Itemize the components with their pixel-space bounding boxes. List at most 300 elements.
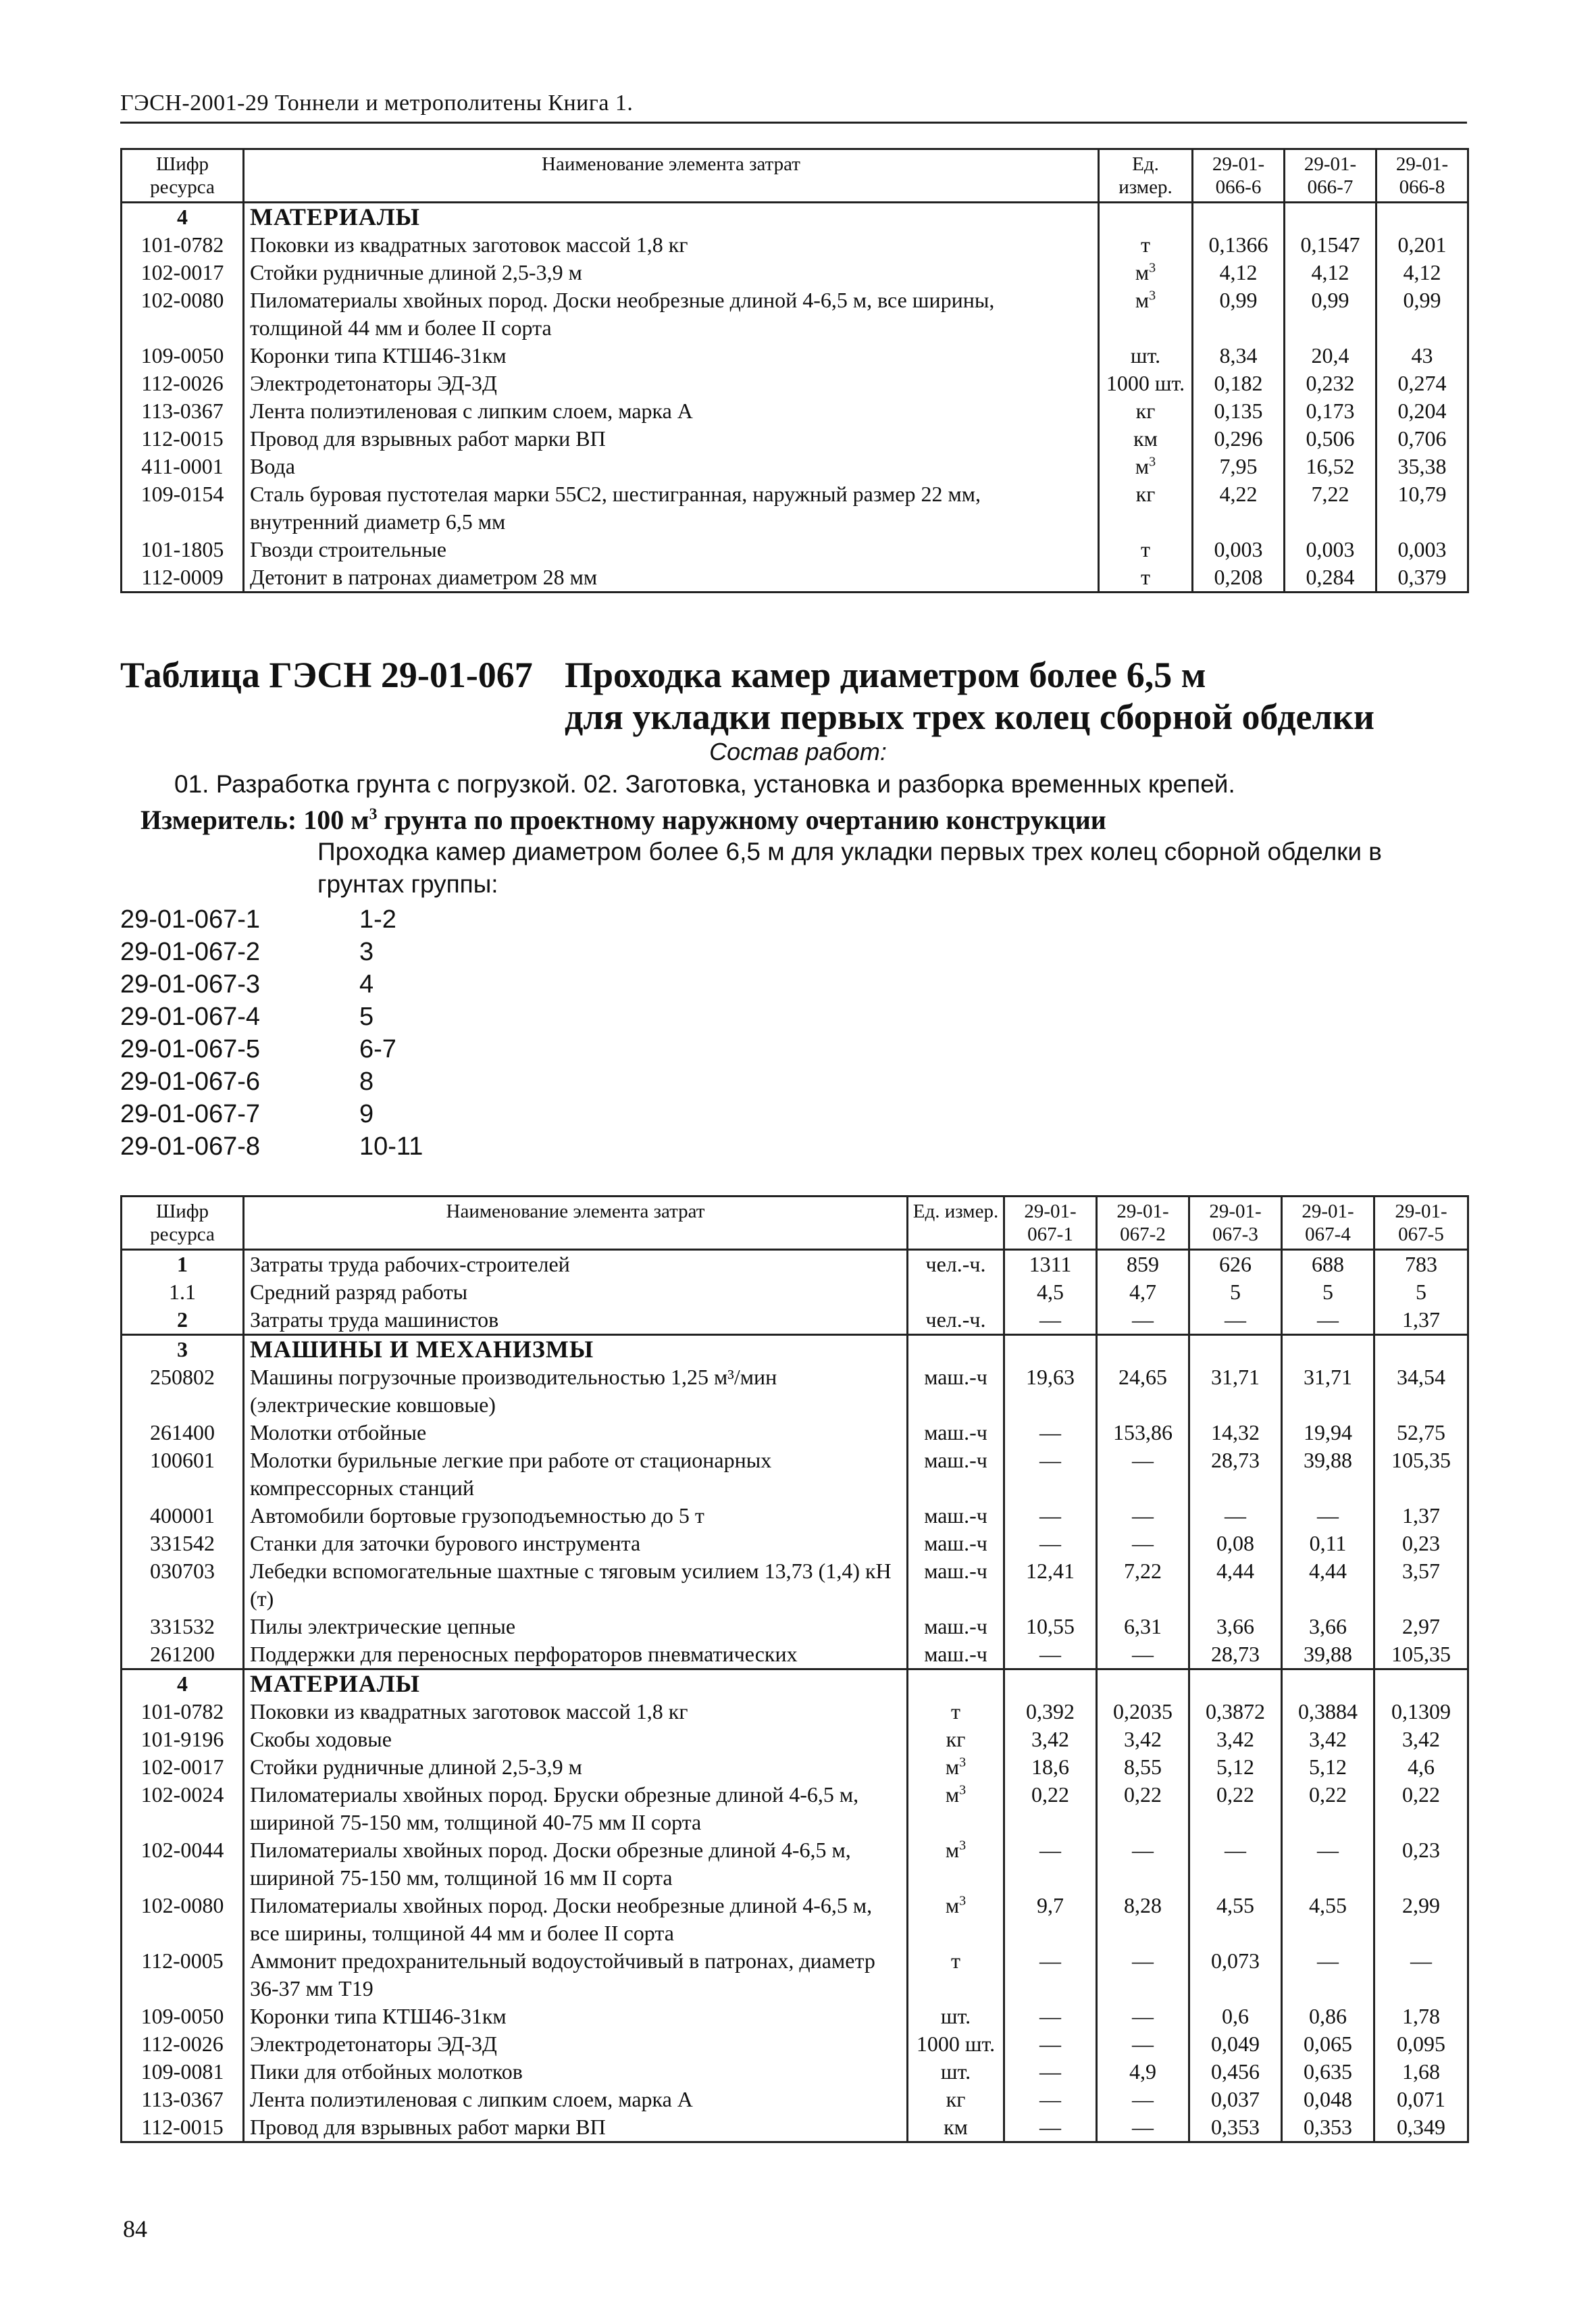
unit-text: шт. (940, 2004, 971, 2028)
norm-value: 626 (1189, 1250, 1282, 1279)
resource-code: 331532 (122, 1613, 244, 1640)
norm-value: 1,78 (1374, 2003, 1468, 2030)
norm-value: 0,003 (1193, 536, 1285, 563)
norm-value: — (1004, 2058, 1097, 2086)
resource-code: 102-0017 (122, 259, 244, 286)
norm-value: 0,22 (1097, 1781, 1189, 1836)
table-row (122, 2086, 1468, 2113)
norm-value: 0,071 (1374, 2086, 1468, 2113)
unit-cell (908, 1447, 1004, 1502)
col-header-norm: 29-01-066-8 (1376, 149, 1468, 203)
unit-cell (908, 1781, 1004, 1836)
resource-name: Коронки типа КТШ46-31км (244, 342, 1099, 370)
norm-value: 0,506 (1285, 425, 1376, 453)
norm-value: — (1189, 1502, 1282, 1530)
resource-code: 112-0026 (122, 370, 244, 397)
norm-value: — (1097, 1306, 1189, 1335)
unit-text: т (951, 1699, 960, 1724)
variant-code: 29-01-067-4 (120, 1003, 261, 1031)
measurement-unit: Измеритель: 100 $м^3$ грунта по проектному наружному очертанию конструкции (140, 805, 1106, 835)
table-title-line-1: Проходка камер диаметром более 6,5 м (565, 655, 1206, 695)
unit-cell (1099, 397, 1193, 425)
unit-text: м (1135, 288, 1150, 312)
unit-cell (908, 2058, 1004, 2086)
resource-name: Пилы электрические цепные (244, 1613, 908, 1640)
norm-value: 0,99 (1285, 286, 1376, 342)
norm-value: 3,42 (1097, 1726, 1189, 1753)
resource-name: Пиломатериалы хвойных пород. Бруски обрезные длиной 4-6,5 м, шириной 75-150 мм, толщиной 40-75 мм II сорта (244, 1781, 908, 1836)
table-row (122, 1250, 1468, 1279)
unit-text: чел.-ч. (925, 1307, 986, 1332)
resource-code: 102-0080 (122, 286, 244, 342)
resource-code: 112-0009 (122, 563, 244, 593)
variant-code: 29-01-067-3 (120, 970, 261, 999)
table-row (122, 1530, 1468, 1557)
unit-text: кг (1135, 399, 1156, 423)
norm-value: 0,1366 (1193, 231, 1285, 259)
norm-value: 1311 (1004, 1250, 1097, 1279)
norm-value: 5 (1189, 1278, 1282, 1306)
table-row (122, 370, 1468, 397)
norm-value: 1,37 (1374, 1306, 1468, 1335)
unit-cell (1099, 453, 1193, 480)
norm-value: 4,55 (1189, 1892, 1282, 1947)
norm-value: — (1004, 1419, 1097, 1447)
resource-code: 109-0050 (122, 2003, 244, 2030)
norm-value: 0,456 (1189, 2058, 1282, 2086)
resource-code: 400001 (122, 1502, 244, 1530)
norm-value: 7,22 (1097, 1557, 1189, 1613)
works-heading: Состав работ: (709, 738, 887, 765)
unit-cell (908, 1363, 1004, 1419)
norm-value: — (1097, 1530, 1189, 1557)
unit-text: т (1141, 565, 1150, 589)
norm-value: 0,073 (1189, 1947, 1282, 2003)
unit-cell (1099, 480, 1193, 536)
norm-value: 2,97 (1374, 1613, 1468, 1640)
norm-value: — (1097, 2086, 1189, 2113)
resource-name: Затраты труда машинистов (244, 1306, 908, 1335)
norm-value: 0,037 (1189, 2086, 1282, 2113)
resource-name: Стойки рудничные длиной 2,5-3,9 м (244, 1753, 908, 1781)
unit-cell (908, 1892, 1004, 1947)
norm-value: 3,57 (1374, 1557, 1468, 1613)
norm-value: 19,94 (1282, 1419, 1374, 1447)
norm-value: 4,44 (1282, 1557, 1374, 1613)
norm-value: — (1097, 2030, 1189, 2058)
norm-value: 4,55 (1282, 1892, 1374, 1947)
table-row (122, 1613, 1468, 1640)
norm-value: 0,635 (1282, 2058, 1374, 2086)
variant-group: 3 (359, 938, 374, 966)
table-row (122, 2058, 1468, 2086)
norm-value: — (1004, 1447, 1097, 1502)
norm-value: 0,86 (1282, 2003, 1374, 2030)
norm-value: 153,86 (1097, 1419, 1189, 1447)
norm-value: 0,003 (1285, 536, 1376, 563)
table-number: Таблица ГЭСН 29-01-067 (120, 655, 533, 695)
norm-value: — (1097, 2003, 1189, 2030)
norm-value: — (1374, 1947, 1468, 2003)
unit-superscript: 3 (959, 1755, 967, 1770)
resource-name: Коронки типа КТШ46-31км (244, 2003, 908, 2030)
unit-cell (908, 2113, 1004, 2142)
variant-code: 29-01-067-2 (120, 938, 261, 966)
norm-value: — (1004, 1947, 1097, 2003)
col-header-norm: 29-01-067-5 (1374, 1197, 1468, 1250)
resource-name: Скобы ходовые (244, 1726, 908, 1753)
norm-value: 4,12 (1285, 259, 1376, 286)
col-header-unit: Ед. измер. (1099, 149, 1193, 203)
unit-text: м (1135, 454, 1150, 478)
norm-value: 0,048 (1282, 2086, 1374, 2113)
unit-cell (908, 1335, 1004, 1364)
norm-value: 0,23 (1374, 1530, 1468, 1557)
table-row (122, 1753, 1468, 1781)
unit-cell (908, 1947, 1004, 2003)
resource-code: 101-0782 (122, 231, 244, 259)
norm-value: 7,22 (1285, 480, 1376, 536)
norm-value: 0,22 (1374, 1781, 1468, 1836)
norm-value: 0,349 (1374, 2113, 1468, 2142)
norm-value: 0,173 (1285, 397, 1376, 425)
norm-value: 0,065 (1282, 2030, 1374, 2058)
col-header-name: Наименование элемента затрат (244, 1197, 908, 1250)
norm-value: 0,706 (1376, 425, 1468, 453)
norm-value: 24,65 (1097, 1363, 1189, 1419)
variant-code: 29-01-067-1 (120, 905, 261, 934)
norm-value: 4,7 (1097, 1278, 1189, 1306)
norm-value: 39,88 (1282, 1447, 1374, 1502)
resource-code: 030703 (122, 1557, 244, 1613)
norm-value: 4,44 (1189, 1557, 1282, 1613)
unit-cell (1099, 259, 1193, 286)
unit-text: маш.-ч (924, 1559, 987, 1583)
norm-value (1189, 1335, 1282, 1364)
col-header-norm: 29-01-067-1 (1004, 1197, 1097, 1250)
norm-value: 105,35 (1374, 1447, 1468, 1502)
norm-value: — (1004, 1836, 1097, 1892)
norm-value: 0,003 (1376, 536, 1468, 563)
unit-text: 1000 шт. (916, 2032, 996, 2056)
norm-value: 4,12 (1376, 259, 1468, 286)
resource-code: 102-0024 (122, 1781, 244, 1836)
variant-group: 9 (359, 1100, 374, 1128)
resource-name: Молотки бурильные легкие при работе от стационарных компрессорных станций (244, 1447, 908, 1502)
section-row (122, 1669, 1468, 1699)
col-header-norm: 29-01-067-2 (1097, 1197, 1189, 1250)
intro-text: Проходка камер диаметром более 6,5 м для укладки первых трех колец сборной обделки в грунтах группы: (317, 838, 1382, 898)
norm-value: 0,22 (1004, 1781, 1097, 1836)
unit-superscript: 3 (959, 1782, 967, 1798)
norm-value: 5 (1374, 1278, 1468, 1306)
norm-value: 0,3884 (1282, 1698, 1374, 1726)
norm-value: — (1004, 1530, 1097, 1557)
col-header-code: Шифр ресурса (122, 149, 244, 203)
norm-value: 28,73 (1189, 1447, 1282, 1502)
table-row (122, 1363, 1468, 1419)
section-title: МАТЕРИАЛЫ (244, 203, 1099, 232)
unit-text: чел.-ч. (925, 1252, 986, 1276)
norm-value: 9,7 (1004, 1892, 1097, 1947)
resource-name: Стойки рудничные длиной 2,5-3,9 м (244, 259, 1099, 286)
norm-value: 105,35 (1374, 1640, 1468, 1669)
norm-value: 0,6 (1189, 2003, 1282, 2030)
resource-code: 102-0044 (122, 1836, 244, 1892)
norm-value: 0,22 (1282, 1781, 1374, 1836)
resource-name: Молотки отбойные (244, 1419, 908, 1447)
unit-text: км (944, 2115, 968, 2139)
norm-value: 5,12 (1282, 1753, 1374, 1781)
norm-value: 4,9 (1097, 2058, 1189, 2086)
norm-value: — (1282, 1836, 1374, 1892)
table-row (122, 1698, 1468, 1726)
table-title-line-2: для укладки первых трех колец сборной обделки (565, 697, 1375, 737)
resource-name: Сталь буровая пустотелая марки 55С2, шестигранная, наружный размер 22 мм, внутренний диаметр 6,5 мм (244, 480, 1099, 536)
norm-value: 52,75 (1374, 1419, 1468, 1447)
norm-value: — (1097, 1836, 1189, 1892)
unit-text: км (1133, 426, 1158, 451)
resource-name: Поковки из квадратных заготовок массой 1,8 кг (244, 1698, 908, 1726)
section-row (122, 1335, 1468, 1364)
norm-value (1374, 1335, 1468, 1364)
unit-text: маш.-ч (924, 1614, 987, 1638)
table-row (122, 1640, 1468, 1669)
col-header-norm: 29-01-066-7 (1285, 149, 1376, 203)
norm-value: — (1004, 1640, 1097, 1669)
norm-value: 10,79 (1376, 480, 1468, 536)
norm-value: 0,296 (1193, 425, 1285, 453)
norm-value: 859 (1097, 1250, 1189, 1279)
table-row (122, 231, 1468, 259)
norm-value: — (1004, 2030, 1097, 2058)
norm-value (1189, 1669, 1282, 1699)
col-header-norm: 29-01-067-3 (1189, 1197, 1282, 1250)
resource-name: Аммонит предохранительный водоустойчивый в патронах, диаметр 36-37 мм Т19 (244, 1947, 908, 2003)
col-header-norm: 29-01-067-4 (1282, 1197, 1374, 1250)
resource-name: Электродетонаторы ЭД-3Д (244, 2030, 908, 2058)
resource-code: 109-0050 (122, 342, 244, 370)
norm-value: 39,88 (1282, 1640, 1374, 1669)
norm-value: 0,379 (1376, 563, 1468, 593)
unit-text: кг (946, 1727, 966, 1751)
norm-value: 20,4 (1285, 342, 1376, 370)
norm-value: 18,6 (1004, 1753, 1097, 1781)
norm-value: 0,353 (1282, 2113, 1374, 2142)
table-row (122, 1419, 1468, 1447)
resource-code: 411-0001 (122, 453, 244, 480)
norm-value: — (1097, 1447, 1189, 1502)
norm-value: 0,095 (1374, 2030, 1468, 2058)
resource-name: Лебедки вспомогательные шахтные с тяговым усилием 13,73 (1,4) кН (т) (244, 1557, 908, 1613)
page-number: 84 (123, 2215, 147, 2242)
norm-value: 4,22 (1193, 480, 1285, 536)
norm-value: 0,049 (1189, 2030, 1282, 2058)
unit-superscript: 3 (959, 1893, 967, 1909)
resource-name: Поддержки для переносных перфораторов пневматических (244, 1640, 908, 1669)
unit-cell (908, 1250, 1004, 1279)
norm-value: 0,99 (1193, 286, 1285, 342)
resource-code: 250802 (122, 1363, 244, 1419)
unit-text: кг (1135, 482, 1156, 506)
works-text: 01. Разработка грунта с погрузкой. 02. Заготовка, установка и разборка временных крепей. (174, 770, 1235, 798)
table-row (122, 1447, 1468, 1502)
section-title: МАТЕРИАЛЫ (244, 1669, 908, 1699)
unit-text: т (1141, 537, 1150, 561)
norm-value: 0,392 (1004, 1698, 1097, 1726)
norm-value: 3,42 (1189, 1726, 1282, 1753)
variant-code: 29-01-067-5 (120, 1035, 261, 1063)
resource-code: 112-0015 (122, 425, 244, 453)
table-row (122, 480, 1468, 536)
unit-cell (908, 1726, 1004, 1753)
norm-value: — (1004, 1502, 1097, 1530)
norm-value: 0,182 (1193, 370, 1285, 397)
resource-code: 261400 (122, 1419, 244, 1447)
unit-text: м (945, 1782, 960, 1807)
variant-group: 10-11 (359, 1132, 423, 1161)
norm-value: 1,37 (1374, 1502, 1468, 1530)
norm-value: 3,42 (1004, 1726, 1097, 1753)
resource-name: Вода (244, 453, 1099, 480)
table-row (122, 2113, 1468, 2142)
norm-value: 10,55 (1004, 1613, 1097, 1640)
unit-text: маш.-ч (924, 1448, 987, 1472)
norm-value: 3,42 (1374, 1726, 1468, 1753)
variant-group: 4 (359, 970, 374, 999)
norm-value: 0,284 (1285, 563, 1376, 593)
running-header: ГЭСН-2001-29 Тоннели и метрополитены Книга 1. (120, 91, 1467, 124)
resource-name: Электродетонаторы ЭД-3Д (244, 370, 1099, 397)
norm-value: 0,22 (1189, 1781, 1282, 1836)
resource-code: 1.1 (122, 1278, 244, 1306)
resource-code: 101-9196 (122, 1726, 244, 1753)
col-header-name: Наименование элемента затрат (244, 149, 1099, 203)
unit-text: м (945, 1838, 960, 1862)
norm-value: 3,66 (1282, 1613, 1374, 1640)
norm-value (1097, 1669, 1189, 1699)
unit-superscript: 3 (1149, 288, 1156, 303)
col-header-code: Шифр ресурса (122, 1197, 244, 1250)
norm-value: 783 (1374, 1250, 1468, 1279)
norm-value: 28,73 (1189, 1640, 1282, 1669)
norm-value: 6,31 (1097, 1613, 1189, 1640)
resource-code: 113-0367 (122, 397, 244, 425)
resource-code: 3 (122, 1335, 244, 1364)
resource-name: Пики для отбойных молотков (244, 2058, 908, 2086)
resource-name: Гвозди строительные (244, 536, 1099, 563)
table-row (122, 425, 1468, 453)
norm-value: — (1004, 2003, 1097, 2030)
col-header-unit: Ед. измер. (908, 1197, 1004, 1250)
norm-value: 0,2035 (1097, 1698, 1189, 1726)
table-row (122, 1557, 1468, 1613)
norm-value: — (1282, 1306, 1374, 1335)
unit-text: м (1135, 260, 1150, 284)
unit-superscript: 3 (959, 1838, 967, 1853)
norm-value: 19,63 (1004, 1363, 1097, 1419)
norm-value: 0,208 (1193, 563, 1285, 593)
norm-value: — (1189, 1836, 1282, 1892)
table-row (122, 2030, 1468, 2058)
resource-code: 101-1805 (122, 536, 244, 563)
norm-value: 8,28 (1097, 1892, 1189, 1947)
unit-superscript: 3 (1149, 454, 1156, 470)
table-row (122, 342, 1468, 370)
resource-code: 112-0026 (122, 2030, 244, 2058)
unit-text: маш.-ч (924, 1531, 987, 1555)
unit-cell (1099, 342, 1193, 370)
section-title: МАШИНЫ И МЕХАНИЗМЫ (244, 1335, 908, 1364)
norm-value: 0,99 (1376, 286, 1468, 342)
unit-cell (908, 1669, 1004, 1699)
resource-name: Лента полиэтиленовая с липким слоем, марка А (244, 2086, 908, 2113)
norm-value: 43 (1376, 342, 1468, 370)
norm-value: — (1097, 2113, 1189, 2142)
norm-value (1282, 1669, 1374, 1699)
unit-cell (1099, 231, 1193, 259)
norm-value: — (1004, 1306, 1097, 1335)
section-code: 4 (122, 203, 244, 232)
table-row (122, 397, 1468, 425)
unit-cell (908, 1502, 1004, 1530)
resource-code: 109-0154 (122, 480, 244, 536)
unit-cell (908, 1836, 1004, 1892)
resources-table-066 (120, 148, 1469, 593)
unit-cell (908, 1640, 1004, 1669)
variant-code: 29-01-067-6 (120, 1067, 261, 1096)
norm-value (1097, 1335, 1189, 1364)
norm-value: 1,68 (1374, 2058, 1468, 2086)
table-row (122, 2003, 1468, 2030)
table-row (122, 453, 1468, 480)
resource-code: 331542 (122, 1530, 244, 1557)
variant-group: 5 (359, 1003, 374, 1031)
unit-cell (1099, 370, 1193, 397)
unit-cell (908, 1753, 1004, 1781)
norm-value: 31,71 (1282, 1363, 1374, 1419)
norm-value: — (1097, 1502, 1189, 1530)
norm-value: — (1097, 1640, 1189, 1669)
unit-cell (1099, 286, 1193, 342)
norm-value: — (1282, 1502, 1374, 1530)
norm-value: 14,32 (1189, 1419, 1282, 1447)
unit-cell (908, 2030, 1004, 2058)
resource-code: 1 (122, 1250, 244, 1279)
norm-value: 35,38 (1376, 453, 1468, 480)
norm-value (1004, 1669, 1097, 1699)
table-row (122, 1947, 1468, 2003)
resource-name: Детонит в патронах диаметром 28 мм (244, 563, 1099, 593)
norm-value: — (1097, 1947, 1189, 2003)
norm-value: 0,232 (1285, 370, 1376, 397)
norm-value: 0,23 (1374, 1836, 1468, 1892)
norm-value: 0,204 (1376, 397, 1468, 425)
resource-code: 4 (122, 1669, 244, 1699)
resource-name: Лента полиэтиленовая с липким слоем, марка А (244, 397, 1099, 425)
resource-name: Затраты труда рабочих-строителей (244, 1250, 908, 1279)
table-row (122, 1781, 1468, 1836)
norm-value: 2,99 (1374, 1892, 1468, 1947)
resource-code: 112-0015 (122, 2113, 244, 2142)
unit-cell (1099, 536, 1193, 563)
norm-value: 3,66 (1189, 1613, 1282, 1640)
variant-code: 29-01-067-8 (120, 1132, 261, 1161)
resource-name: Поковки из квадратных заготовок массой 1,8 кг (244, 231, 1099, 259)
unit-text: маш.-ч (924, 1503, 987, 1528)
variant-group: 8 (359, 1067, 374, 1096)
norm-value: 3,42 (1282, 1726, 1374, 1753)
